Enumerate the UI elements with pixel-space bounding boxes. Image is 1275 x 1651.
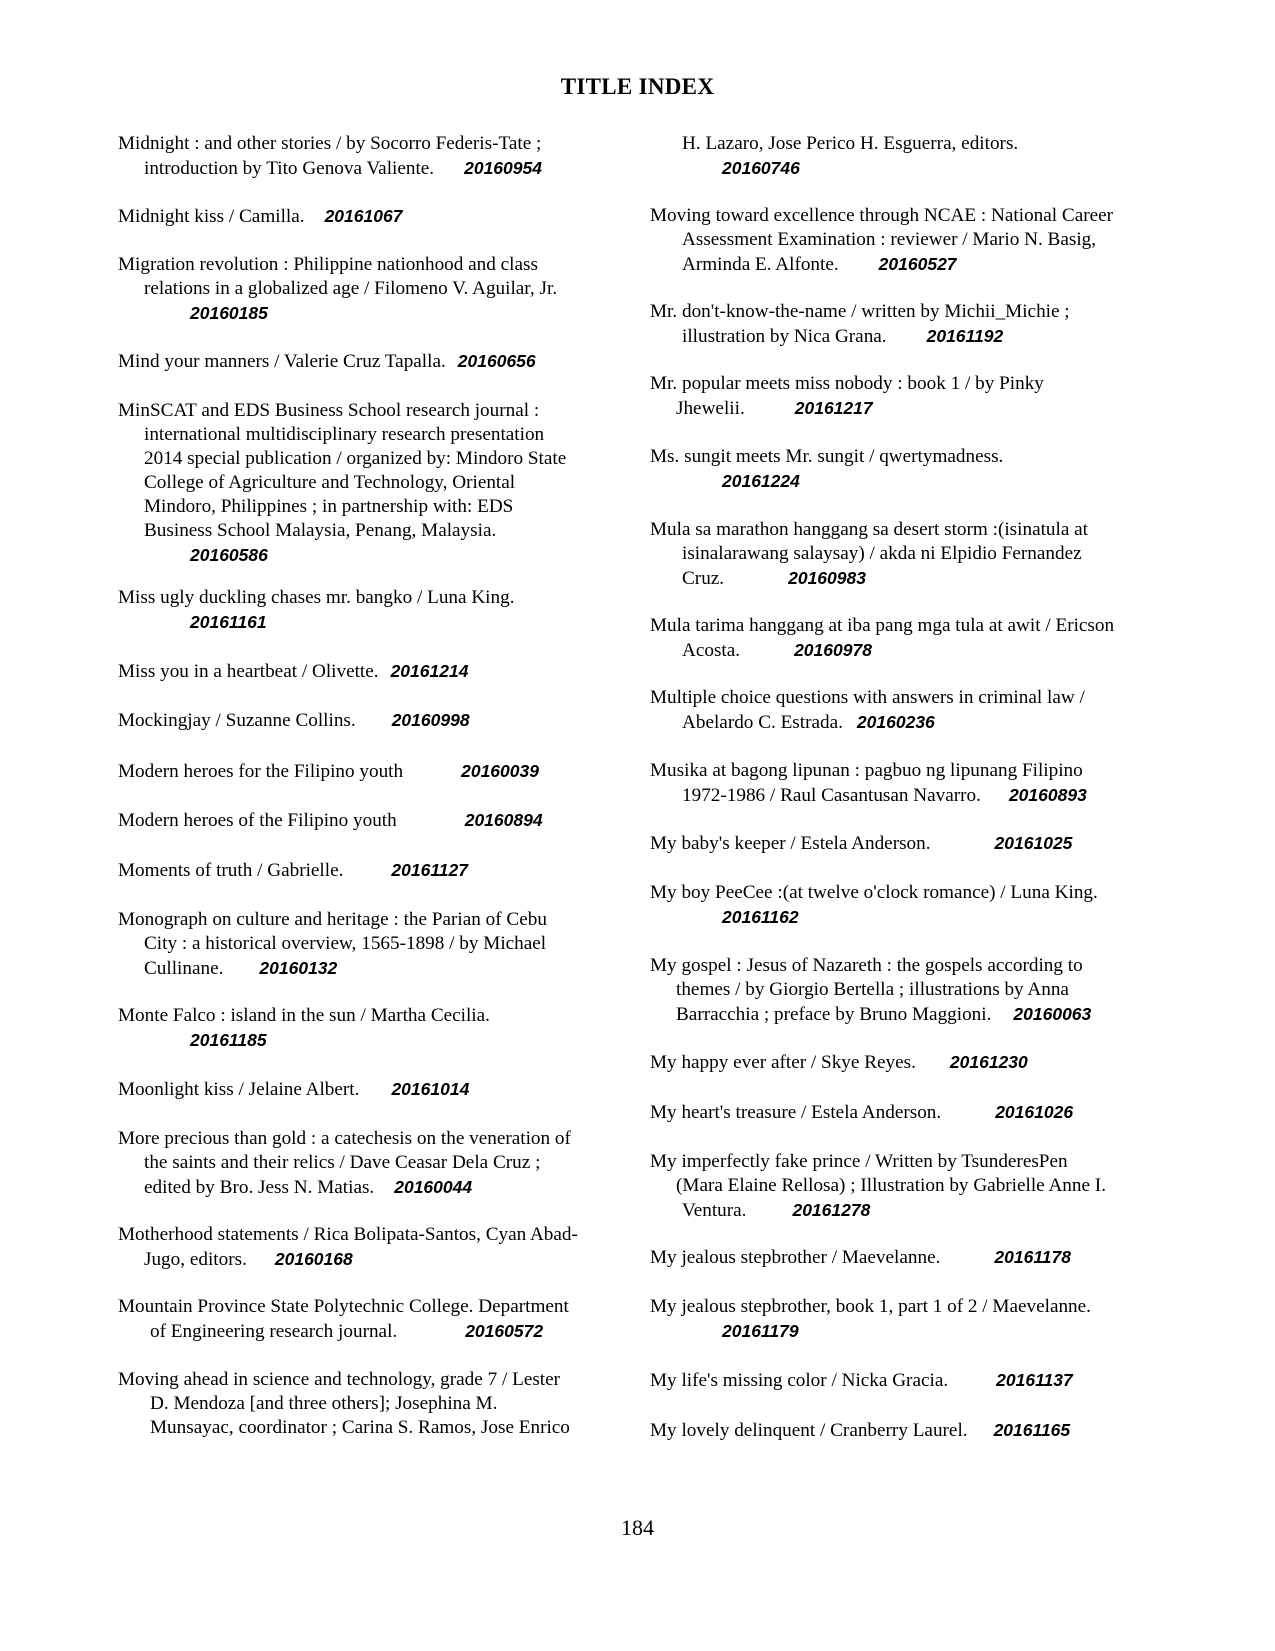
- index-entry: My jealous stepbrother, book 1, part 1 of 2 / Maevelanne. 20161179: [650, 1296, 1091, 1341]
- index-entry: Miss you in a heartbeat / Olivette. 20161214: [118, 661, 469, 682]
- index-entry: H. Lazaro, Jose Perico H. Esguerra, editors. 20160746: [682, 133, 1019, 178]
- entry-number: 20160132: [259, 958, 338, 978]
- index-entry: Mountain Province State Polytechnic College. Department of Engineering research journal. 20160572: [118, 1296, 569, 1342]
- index-entry: My imperfectly fake prince / Written by TsunderesPen (Mara Elaine Rellosa) ; Illustration by Gabrielle Anne I. Ventura. 20161278: [650, 1151, 1106, 1221]
- index-entry: Mula tarima hanggang at iba pang mga tula at awit / Ericson Acosta. 20160978: [650, 615, 1115, 661]
- entry-number: 20161230: [949, 1052, 1028, 1072]
- entry-number: 20161214: [390, 661, 469, 681]
- index-entry: Modern heroes for the Filipino youth 20160039: [118, 761, 539, 782]
- entry-number: 20160236: [856, 712, 935, 732]
- entry-number: 20160893: [1008, 785, 1087, 805]
- entry-number: 20161192: [926, 326, 1004, 346]
- index-entry: Mr. don't-know-the-name / written by Michii_Michie ; illustration by Nica Grana. 20161192: [650, 301, 1070, 347]
- index-entry: Musika at bagong lipunan : pagbuo ng lipunang Filipino 1972-1986 / Raul Casantusan Navarro. 20160893: [650, 760, 1087, 806]
- index-entry: Migration revolution : Philippine nationhood and class relations in a globalized age / Filomeno V. Aguilar, Jr. 20160185: [118, 254, 558, 323]
- index-entry: My heart's treasure / Estela Anderson. 20161026: [650, 1102, 1074, 1123]
- entry-number: 20161067: [324, 206, 403, 226]
- entry-number: 20160527: [878, 254, 957, 274]
- index-entry: My happy ever after / Skye Reyes. 20161230: [650, 1052, 1028, 1073]
- index-entry: Mockingjay / Suzanne Collins. 20160998: [118, 710, 470, 731]
- index-entry: Ms. sungit meets Mr. sungit / qwertymadness. 20161224: [650, 446, 1004, 491]
- index-entry: Moments of truth / Gabrielle. 20161127: [118, 860, 468, 881]
- index-entry: My gospel : Jesus of Nazareth : the gospels according to themes / by Giorgio Bertella ; illustrations by Anna Barracchia ; preface by Bruno Maggioni. 20160063: [650, 955, 1092, 1025]
- index-entry: Moving toward excellence through NCAE : National Career Assessment Examination : reviewer / Mario N. Basig, Arminda E. Alfonte. 20160527: [650, 205, 1114, 275]
- entry-number: 20160954: [464, 158, 542, 178]
- index-entry: Monte Falco : island in the sun / Martha Cecilia. 20161185: [118, 1005, 490, 1050]
- index-entry: My life's missing color / Nicka Gracia. 20161137: [650, 1370, 1073, 1391]
- entry-number: 20160039: [461, 761, 539, 781]
- index-entry: MinSCAT and EDS Business School research journal : international multidisciplinary research presentation 2014 special publication / organized by: Mindoro State College of Agriculture and Technology, Oriental Mindoro, Philippines ; in partnership with: EDS Business School Malaysia, Penang, Malaysia. 20160586: [118, 400, 567, 565]
- entry-number: 20161224: [722, 471, 800, 491]
- entry-number: 20161026: [995, 1102, 1074, 1122]
- index-entry: Midnight : and other stories / by Socorro Federis-Tate ; introduction by Tito Genova Valiente. 20160954: [118, 133, 542, 179]
- entry-number: 20160044: [394, 1177, 473, 1197]
- entry-number: 20160746: [722, 158, 800, 178]
- entry-number: 20160656: [457, 351, 536, 371]
- entry-number: 20161127: [391, 860, 468, 880]
- entry-number: 20160894: [464, 810, 543, 830]
- index-entry: Multiple choice questions with answers in criminal law / Abelardo C. Estrada. 20160236: [650, 687, 1085, 733]
- entry-number: 20161278: [792, 1200, 871, 1220]
- page-number: 184: [621, 1515, 654, 1540]
- entry-number: 20160063: [1013, 1004, 1092, 1024]
- index-entry: My lovely delinquent / Cranberry Laurel. 20161165: [650, 1420, 1071, 1441]
- entry-number: 20160586: [190, 545, 268, 565]
- entry-number: 20161165: [993, 1420, 1071, 1440]
- entry-number: 20161025: [994, 833, 1073, 853]
- entry-number: 20160168: [274, 1249, 353, 1269]
- index-entry: More precious than gold : a catechesis on the veneration of the saints and their relics / Dave Ceasar Dela Cruz ; edited by Bro. Jess N. Matias. 20160044: [118, 1128, 571, 1198]
- index-entry: Motherhood statements / Rica Bolipata-Santos, Cyan Abad- Jugo, editors. 20160168: [118, 1224, 578, 1270]
- index-entry: My jealous stepbrother / Maevelanne. 20161178: [650, 1247, 1071, 1268]
- entry-number: 20161185: [190, 1030, 267, 1050]
- entry-number: 20160978: [794, 640, 872, 660]
- index-entry: Mula sa marathon hanggang sa desert storm :(isinatula at isinalarawang salaysay) / akda ni Elpidio Fernandez Cruz. 20160983: [650, 519, 1088, 589]
- index-entry: My baby's keeper / Estela Anderson. 20161025: [650, 833, 1073, 854]
- page-title: TITLE INDEX: [560, 74, 715, 99]
- entry-number: 20160998: [391, 710, 470, 730]
- entry-number: 20161014: [391, 1079, 470, 1099]
- entry-number: 20160185: [190, 303, 268, 323]
- index-entry: Monograph on culture and heritage : the Parian of Cebu City : a historical overview, 1565-1898 / by Michael Cullinane. 20160132: [118, 909, 547, 979]
- entry-number: 20161217: [794, 398, 873, 418]
- index-entry: Mind your manners / Valerie Cruz Tapalla. 20160656: [118, 351, 536, 372]
- index-entry: Moonlight kiss / Jelaine Albert. 20161014: [118, 1079, 470, 1100]
- entry-number: 20161137: [996, 1370, 1073, 1390]
- index-entry: Moving ahead in science and technology, grade 7 / Lester D. Mendoza [and three others]; Josephina M. Munsayac, coordinator ; Carina S. Ramos, Jose Enrico: [118, 1369, 570, 1438]
- entry-number: 20160572: [465, 1321, 544, 1341]
- index-entry: Mr. popular meets miss nobody : book 1 / by Pinky Jhewelii. 20161217: [650, 373, 1044, 419]
- index-entry: My boy PeeCee :(at twelve o'clock romance) / Luna King. 20161162: [650, 882, 1098, 927]
- entry-number: 20161179: [722, 1321, 799, 1341]
- entry-number: 20160983: [788, 568, 866, 588]
- index-entry: Modern heroes of the Filipino youth 20160894: [118, 810, 543, 831]
- index-entry: Midnight kiss / Camilla. 20161067: [118, 206, 403, 227]
- entry-number: 20161162: [722, 907, 799, 927]
- entry-number: 20161161: [190, 612, 267, 632]
- entry-number: 20161178: [994, 1247, 1071, 1267]
- index-entry: Miss ugly duckling chases mr. bangko / Luna King. 20161161: [118, 587, 515, 632]
